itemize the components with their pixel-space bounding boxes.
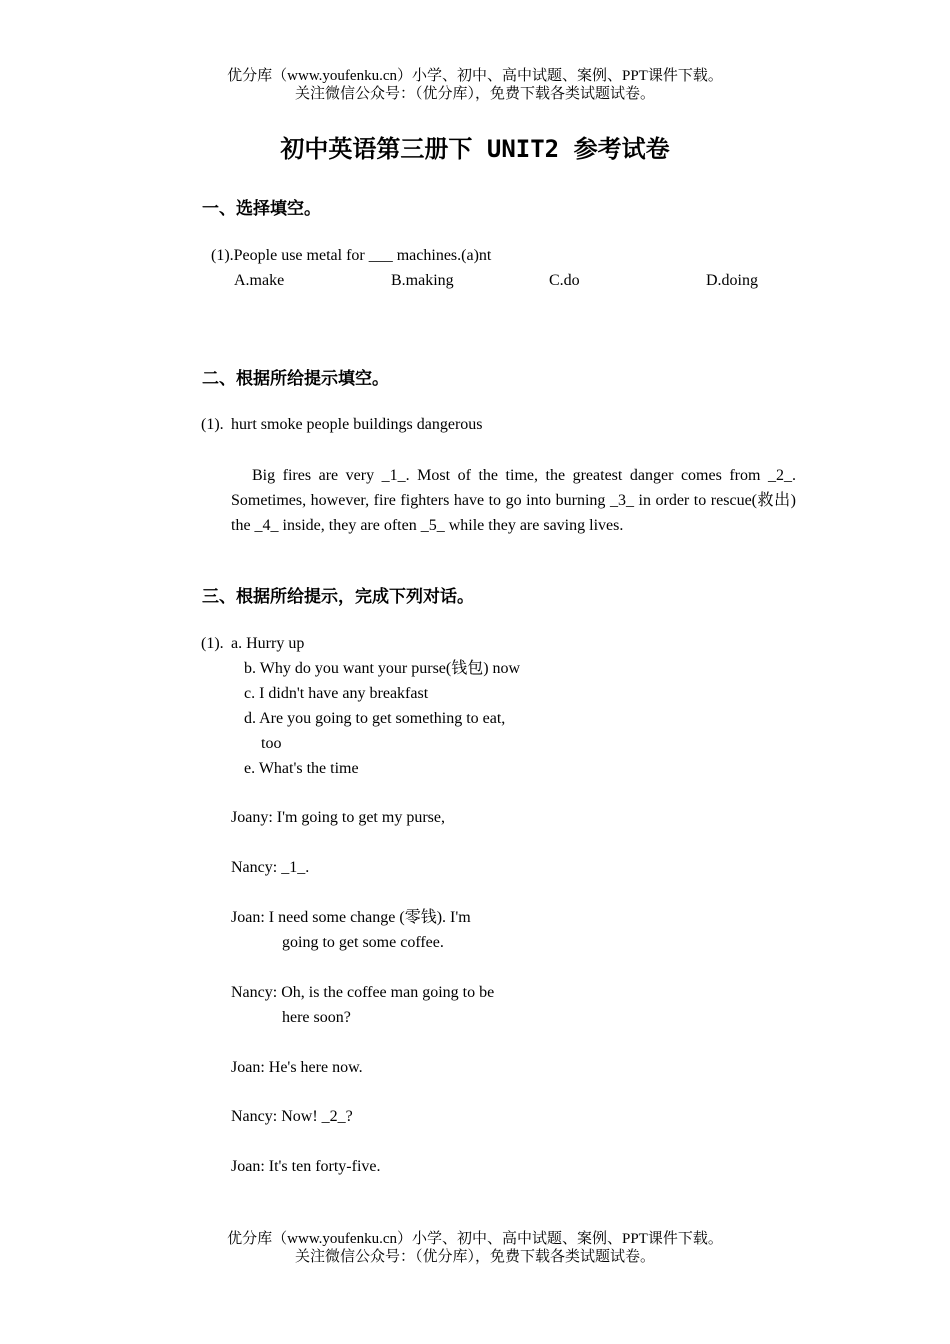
page-title: 初中英语第三册下 UNIT2 参考试卷	[280, 135, 670, 163]
header-line-1: 优分库（www.youfenku.cn）小学、初中、高中试题、案例、PPT课件下载。	[227, 68, 723, 84]
option-c: C.do	[549, 272, 580, 289]
choice-c: c. I didn't have any breakfast	[244, 685, 429, 702]
section-2-number: (1).	[201, 416, 224, 433]
dialogue-line-5: Joan: He's here now.	[231, 1059, 363, 1076]
header-line-2: 关注微信公众号：（优分库），免费下载各类试题试卷。	[294, 86, 655, 102]
dialogue-line-3: Joan: I need some change (零钱). I'm	[231, 909, 471, 926]
page-header	[0, 67, 950, 103]
choice-d-continued: too	[261, 735, 282, 752]
option-b: B.making	[391, 272, 454, 289]
dialogue-line-6: Nancy: Now! _2_?	[231, 1108, 353, 1125]
choice-b: b. Why do you want your purse(钱包) now	[244, 660, 521, 677]
section-3-number: (1).	[201, 635, 224, 652]
option-a: A.make	[234, 272, 285, 289]
dialogue-line-4-continued: here soon?	[282, 1009, 351, 1026]
choice-a: a. Hurry up	[231, 635, 305, 652]
section-1-heading: 一、选择填空。	[202, 199, 321, 219]
section-2-word-bank: hurt smoke people buildings dangerous	[231, 416, 483, 433]
page-footer	[0, 1230, 950, 1266]
dialogue-line-2: Nancy: _1_.	[231, 859, 310, 876]
section-1-question: (1).People use metal for ___ machines.(a)nt	[211, 247, 492, 264]
section-2-heading: 二、根据所给提示填空。	[202, 369, 389, 389]
dialogue-line-3-continued: going to get some coffee.	[282, 934, 444, 951]
footer-line-1: 优分库（www.youfenku.cn）小学、初中、高中试题、案例、PPT课件下载。	[227, 1231, 723, 1247]
choice-d: d. Are you going to get something to eat,	[244, 710, 506, 727]
dialogue-line-4: Nancy: Oh, is the coffee man going to be	[231, 984, 495, 1001]
section-2-passage: Big fires are very _1_. Most of the time, the greatest danger comes from _2_. Sometimes, however, fire fighters have to go into burning _3_ in order to rescue(救出) the _4_ inside, they are often _5_ while they are saving lives.	[231, 467, 796, 534]
section-3-heading: 三、根据所给提示，完成下列对话。	[202, 587, 474, 607]
dialogue-line-1: Joany: I'm going to get my purse,	[231, 809, 445, 826]
choice-e: e. What's the time	[244, 760, 359, 777]
option-d: D.doing	[706, 272, 758, 289]
dialogue-line-7: Joan: It's ten forty-five.	[231, 1158, 381, 1175]
footer-line-2: 关注微信公众号：（优分库），免费下载各类试题试卷。	[294, 1249, 655, 1265]
